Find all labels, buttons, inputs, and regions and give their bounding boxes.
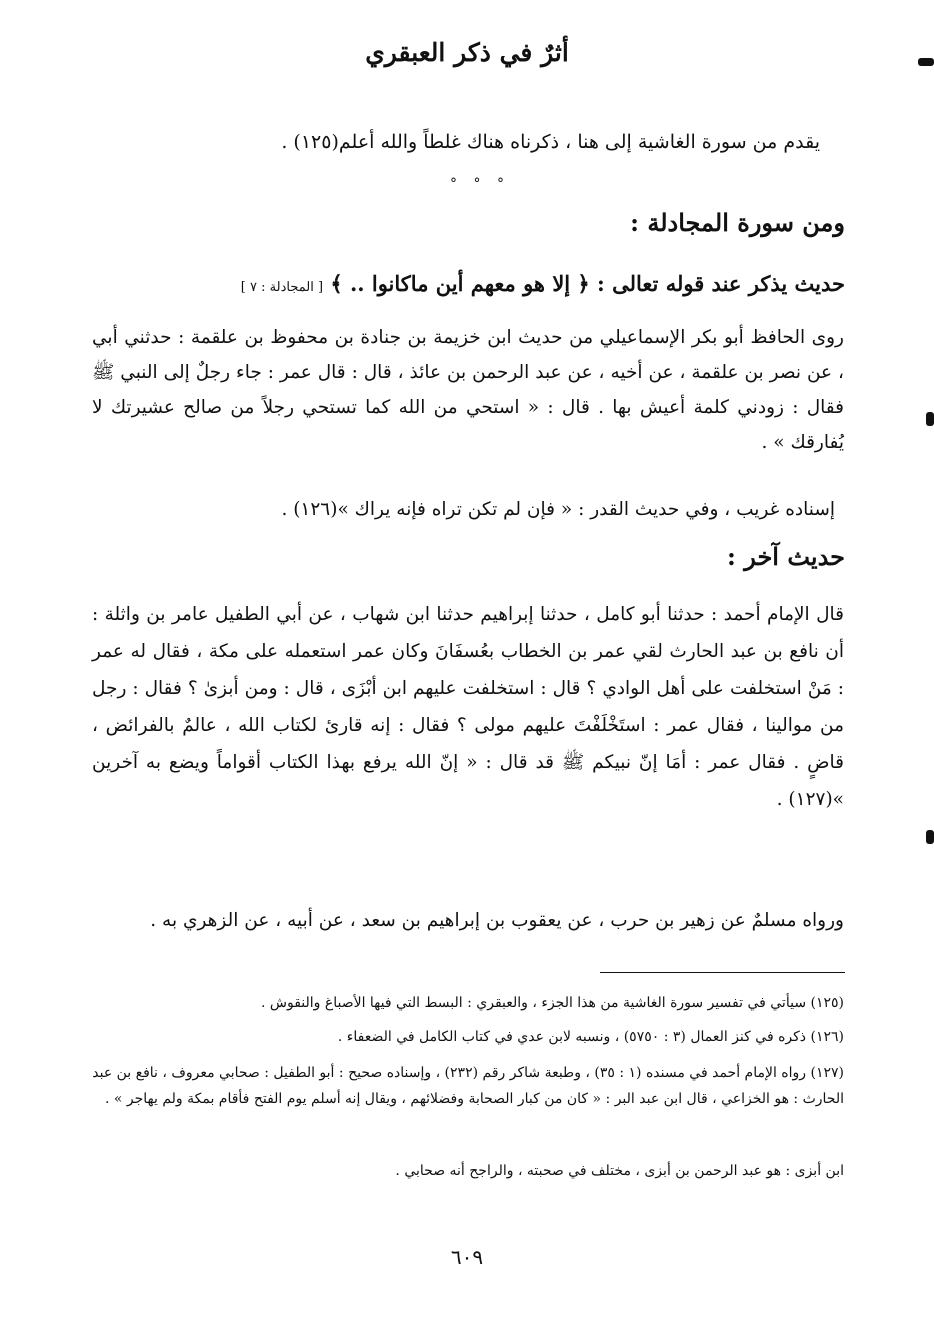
section-separator: ° ° ° — [450, 176, 510, 192]
paragraph-ismaili-narration: روى الحافظ أبو بكر الإسماعيلي من حديث ابن خزيمة بن جنادة بن محفوظ بن علقمة : حدثني أبي ، عن نصر بن علقمة ، عن أخيه ، عن عبد الرحمن بن عائذ ، قال : قال عمر : جاء رجلٌ إلى النبي ﷺ فقال : زودني كلمة أعيش بها . قال : « استحي من الله كما تستحي رجلاً من صالح عشيرتك لا يُفارقك » . — [92, 327, 844, 453]
hadith-heading-text: حديث يذكر عند قوله تعالى : ﴿ إلا هو معهم أين ماكانوا .. ﴾ — [330, 271, 845, 296]
paragraph-muslim: ورواه مسلمٌ عن زهير بن حرب ، عن يعقوب بن إبراهيم بن سعد ، عن أبيه ، عن الزهري به . — [150, 910, 844, 931]
hadith-heading — [90, 266, 845, 306]
page-title: أثرٌ في ذكر العبقري — [365, 38, 569, 67]
heading-another-hadith: حديث آخر : — [727, 542, 845, 571]
footnote-divider — [600, 972, 845, 973]
binding-mark — [918, 58, 934, 66]
quran-reference: [ المجادلة : ٧ ] — [240, 280, 324, 295]
heading-surah-mujadila: ومن سورة المجادلة : — [630, 208, 845, 237]
paragraph-isnad: إسناده غريب ، وفي حديث القدر : « فإن لم تكن تراه فإنه يراك »(١٢٦) . — [281, 499, 835, 520]
paragraph-imam-ahmad: قال الإمام أحمد : حدثنا أبو كامل ، حدثنا إبراهيم حدثنا ابن شهاب ، عن أبي الطفيل عامر بن واثلة : أن نافع بن عبد الحارث لقي عمر بن الخطاب بعُسفَانَ وكان عمر استعمله على مكة ، فقال له عمر : مَنْ استخلفت على أهل الوادي ؟ قال : استخلفت عليهم ابن أبْزَى ، قال : ومن أبزىٰ ؟ فقال : رجل من موالينا ، فقال عمر : استَخْلَفْتَ عليهم مولى ؟ فقال : إنه قارئ لكتاب الله ، عالمٌ بالفرائض ، قاضٍ . فقال عمر : أمَا إنّ نبيكم ﷺ قد قال : « إنّ الله يرفع بهذا الكتاب أقواماً ويضع به آخرين »(١٢٧) . — [92, 604, 844, 810]
binding-mark — [926, 830, 934, 844]
footnote-126: (١٢٦) ذكره في كنز العمال (٣ : ٥٧٥٠) ، ونسبه لابن عدي في كتاب الكامل في الضعفاء . — [337, 1029, 844, 1045]
paragraph-intro: يقدم من سورة الغاشية إلى هنا ، ذكرناه هناك غلطاً والله أعلم(١٢٥) . — [281, 131, 820, 153]
binding-mark — [926, 412, 934, 426]
footnote-125: (١٢٥) سيأتي في تفسير سورة الغاشية من هذا الجزء ، والعبقري : البسط التي فيها الأصباغ والنقوش . — [260, 995, 844, 1011]
footnote-ibn-abza: ابن أبزى : هو عبد الرحمن بن أبزى ، مختلف في صحبته ، والراجح أنه صحابي . — [395, 1163, 844, 1179]
page-number: ٦٠٩ — [450, 1245, 484, 1269]
footnote-127: (١٢٧) رواه الإمام أحمد في مسنده (١ : ٣٥) ، وطبعة شاكر رقم (٢٣٢) ، وإسناده صحيح : أبو الطفيل : صحابي معروف ، نافع بن عبد الحارث : هو الخزاعي ، قال ابن عبد البر : « كان من كبار الصحابة وفضلائهم ، ويقال إنه أسلم يوم الفتح فأقام بمكة ولم يهاجر » . — [92, 1065, 844, 1107]
